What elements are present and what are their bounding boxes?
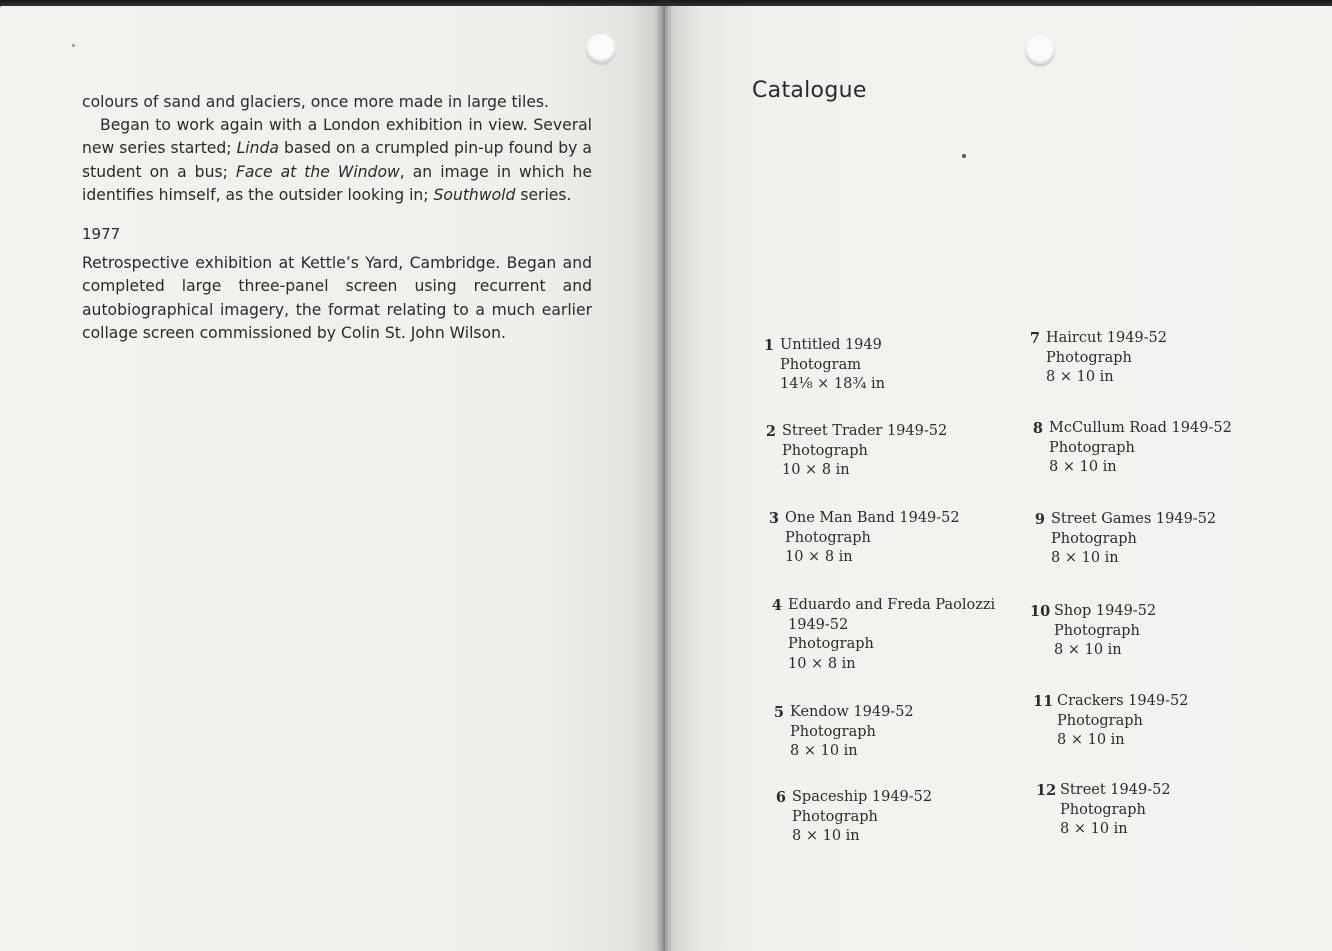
year-heading: 1977 bbox=[82, 225, 121, 244]
catalogue-entry bbox=[1036, 781, 1171, 840]
catalogue-title-line: Kendow 1949-52 bbox=[790, 704, 914, 720]
catalogue-medium: Photogram bbox=[780, 356, 861, 373]
catalogue-number: 7 bbox=[1029, 330, 1040, 347]
catalogue-title-line: Spaceship 1949-52 bbox=[792, 789, 933, 805]
catalogue-size: 8 × 10 in bbox=[1046, 369, 1114, 385]
catalogue-number: 12 bbox=[1036, 782, 1057, 799]
catalogue-entry bbox=[1032, 419, 1232, 478]
catalogue-number: 11 bbox=[1033, 693, 1054, 710]
catalogue-number: 4 bbox=[771, 597, 782, 614]
catalogue-entry bbox=[1029, 329, 1168, 388]
catalogue-medium: Photograph bbox=[788, 636, 874, 652]
catalogue-medium: Photograph bbox=[782, 442, 868, 459]
speck bbox=[962, 154, 966, 158]
catalogue-entry bbox=[1033, 692, 1189, 751]
catalogue-size: 8 × 10 in bbox=[792, 828, 860, 844]
catalogue-medium: Photograph bbox=[792, 808, 878, 825]
catalogue-entry bbox=[763, 336, 885, 395]
punch-hole-right bbox=[1025, 36, 1055, 66]
catalogue-number: 3 bbox=[768, 510, 779, 527]
right-page bbox=[664, 6, 1332, 951]
catalogue-number: 10 bbox=[1030, 603, 1051, 620]
catalogue-title-line: Shop 1949-52 bbox=[1054, 603, 1157, 619]
catalogue-title-line: Crackers 1949-52 bbox=[1057, 693, 1189, 709]
text-run: Began to work again with a London exhibition in view. Several new series started; bbox=[82, 116, 592, 158]
catalogue-number: 1 bbox=[763, 337, 774, 354]
text-run: series. bbox=[515, 185, 572, 204]
text-run: based on a crumpled pin-up found by a student on a bus; bbox=[82, 139, 592, 181]
catalogue-medium: Photograph bbox=[1060, 801, 1146, 818]
catalogue-entry bbox=[1030, 602, 1157, 661]
catalogue-number: 6 bbox=[775, 789, 786, 806]
catalogue-size: 8 × 10 in bbox=[1060, 821, 1128, 837]
catalogue-title-line: Eduardo and Freda Paolozzi bbox=[788, 597, 996, 613]
catalogue-size: 10 × 8 in bbox=[782, 462, 850, 478]
catalogue-title-line: McCullum Road 1949-52 bbox=[1049, 420, 1232, 436]
catalogue-entry bbox=[771, 596, 996, 674]
paragraph-continued: colours of sand and glaciers, once more made in large tiles. bbox=[82, 93, 549, 111]
catalogue-medium: Photograph bbox=[1049, 439, 1135, 456]
catalogue-size: 8 × 10 in bbox=[1049, 459, 1117, 475]
catalogue-title-line-2: 1949-52 bbox=[788, 616, 849, 633]
punch-hole-left bbox=[586, 34, 616, 64]
italic-title: Linda bbox=[236, 139, 279, 158]
italic-title: Face at the Window bbox=[235, 162, 400, 181]
catalogue-medium: Photograph bbox=[1046, 349, 1132, 366]
catalogue-medium: Photograph bbox=[1054, 622, 1140, 639]
catalogue-number: 8 bbox=[1032, 420, 1043, 437]
left-page-text bbox=[82, 91, 592, 345]
catalogue-size: 8 × 10 in bbox=[1057, 732, 1125, 748]
catalogue-title-line: Untitled 1949 bbox=[780, 337, 882, 353]
speck bbox=[72, 44, 75, 47]
catalogue-title: Catalogue bbox=[752, 78, 867, 103]
text-run: , an image in which he identifies himself, as the outsider looking in; bbox=[82, 162, 592, 204]
catalogue-entry bbox=[1034, 510, 1217, 569]
catalogue-title-line: Street Trader 1949-52 bbox=[782, 423, 948, 439]
catalogue-title-line: Street Games 1949-52 bbox=[1051, 511, 1217, 527]
catalogue-number: 2 bbox=[765, 423, 776, 440]
catalogue-number: 9 bbox=[1034, 511, 1045, 528]
catalogue-title-line: One Man Band 1949-52 bbox=[785, 510, 960, 526]
catalogue-title-line: Haircut 1949-52 bbox=[1046, 330, 1168, 346]
catalogue-number: 5 bbox=[773, 704, 784, 721]
catalogue-size: 10 × 8 in bbox=[788, 655, 856, 672]
catalogue-size: 8 × 10 in bbox=[1054, 642, 1122, 658]
catalogue-medium: Photograph bbox=[1051, 530, 1137, 547]
catalogue-entry bbox=[775, 788, 933, 847]
catalogue-entry bbox=[773, 703, 914, 762]
catalogue-medium: Photograph bbox=[1057, 712, 1143, 729]
catalogue-title-line: Street 1949-52 bbox=[1060, 782, 1171, 798]
italic-title: Southwold bbox=[433, 185, 516, 204]
catalogue-entry bbox=[765, 422, 948, 481]
catalogue-size: 8 × 10 in bbox=[790, 743, 858, 759]
catalogue-medium: Photograph bbox=[790, 723, 876, 740]
catalogue-entry bbox=[768, 509, 960, 568]
catalogue-medium: Photograph bbox=[785, 529, 871, 546]
book-gutter bbox=[655, 0, 673, 951]
catalogue-size: 10 × 8 in bbox=[785, 549, 853, 565]
catalogue-size: 8 × 10 in bbox=[1051, 550, 1119, 566]
paragraph-retrospective: Retrospective exhibition at Kettle’s Yard, Cambridge. Began and completed large three-panel screen using recurrent and autobiographical imagery, the format relating to a much earlier collage screen commissioned by Colin St. John Wilson. bbox=[82, 254, 592, 342]
catalogue-size: 14⅛ × 18¾ in bbox=[780, 376, 885, 392]
paragraph-series bbox=[82, 114, 592, 207]
